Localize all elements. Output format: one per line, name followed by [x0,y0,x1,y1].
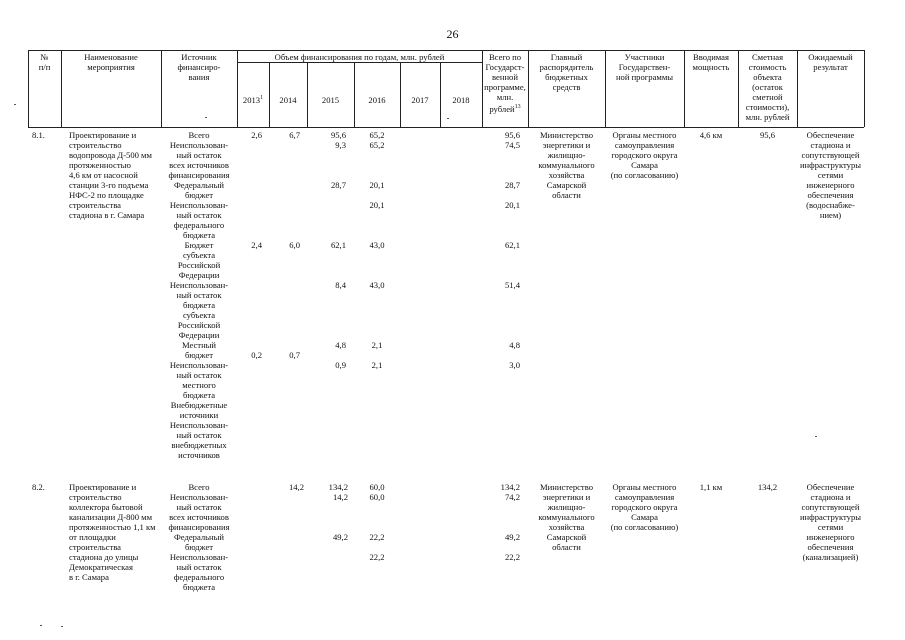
row-8-2-estimate: 134,2 [757,482,778,492]
row-8-2-capacity: 1,1 км [699,482,723,492]
year-group-rule [237,62,482,63]
row-8-1-source: Всего Неиспользован- ный остаток всех источников финансирования Федеральный бюджет Неиспользован- ный остаток федерального бюджета Бюджет субъекта Российской Федерации Неиспользован- ный остаток бюджета субъекта Российской Федерации Местный бюджет Неиспользован- ный остаток местного бюджета Внебюджетные источники Неиспользован- ный остаток внебюджетных источников [168,130,230,460]
row-8-1-2014: 6,7 6,0 0,7 [289,130,300,360]
header-participants: Участники Государствен- ной программы [615,52,674,82]
row-8-2-participants: Органы местного самоуправления городского округа Самара (по согласованию) [610,482,679,532]
row-8-1-manager: Министерство энергетики и жилищно- коммунального хозяйства Самарской области [538,130,595,200]
scan-speck [205,117,207,118]
header-total: Всего по Государст- венной программе, млн. рублей$^{13}$ [484,52,526,114]
row-8-2-total: 134,2 74,2 49,2 22,2 [500,482,520,562]
row-8-1-participants: Органы местного самоуправления городского округа Самара (по согласованию) [610,130,679,180]
row-8-1-num: 8.1. [32,130,45,140]
header-capacity: Вводимая мощность [692,52,730,72]
row-8-1-name: Проектирование и строительство водопровода Д-500 мм протяженностью 4,6 км от насосной станции 3-го подъема НФС-2 по площадке строительства стадиона в г. Самара [69,130,152,220]
row-8-2-2016: 60,0 60,0 22,2 22,2 [369,482,385,562]
row-8-1-2016: 65,2 65,2 20,1 20,1 43,0 43,0 2,1 2,1 [369,130,385,370]
row-8-2-2015: 134,2 14,2 49,2 [328,482,348,542]
page-number: 26 [446,27,459,41]
scan-speck [447,118,449,119]
year-2014: 2014 [279,95,297,105]
row-8-1-estimate: 95,6 [759,130,776,140]
scan-speck [61,626,63,627]
scan-speck [14,104,16,105]
row-8-1-2013: 2,6 2,4 0,2 [251,130,262,360]
header-name: Наименование мероприятия [84,52,138,72]
header-bottom-rule [28,127,864,128]
row-8-1-capacity: 4,6 км [699,130,723,140]
row-8-1-total: 95,6 74,5 28,7 20,1 62,1 51,4 4,8 3,0 [504,130,520,370]
year-2016: 2016 [368,95,386,105]
header-estimate: Сметная стоимость объекта (остаток сметной стоимости), млн. рублей [745,52,790,122]
row-8-2-2014: 14,2 [288,482,304,492]
row-8-2-source: Всего Неиспользован- ный остаток всех источников финансирования Федеральный бюджет Неиспользован- ный остаток федерального бюджета [168,482,230,592]
scan-speck [815,436,817,437]
year-2015: 2015 [321,95,340,105]
header-num: № п/п [38,52,51,72]
header-result: Ожидаемый результат [808,52,853,72]
year-2013: 2013$^1$ [242,95,264,105]
row-8-2-num: 8.2. [32,482,45,492]
row-8-2-result: Обеспечение стадиона и сопутствующей инфраструктуры сетями инженерного обеспечения (канализацией) [799,482,862,562]
row-8-2-name: Проектирование и строительство коллектора бытовой канализации Д-800 мм протяженностью 1,1 км от площадки строительства стадиона до улицы Демократическая в г. Самара [69,482,156,582]
header-source: Источник финансиро- вания [177,52,221,82]
row-8-2-manager: Министерство энергетики и жилищно- коммунального хозяйства Самарской области [538,482,595,552]
row-8-1-result: Обеспечение стадиона и сопутствующей инфраструктуры сетями инженерного обеспечения (водоснабже- нием) [799,130,862,220]
header-right-rule [864,50,865,127]
header-funding-group: Объем финансирования по годам, млн. рублей [274,52,445,62]
scan-speck [40,625,42,626]
row-8-1-2015: 95,6 9,3 28,7 62,1 8,4 4,8 0,9 [330,130,346,370]
year-2018: 2018 [452,95,470,105]
header-manager: Главный распорядитель бюджетных средств [539,52,594,92]
year-2017: 2017 [411,95,429,105]
